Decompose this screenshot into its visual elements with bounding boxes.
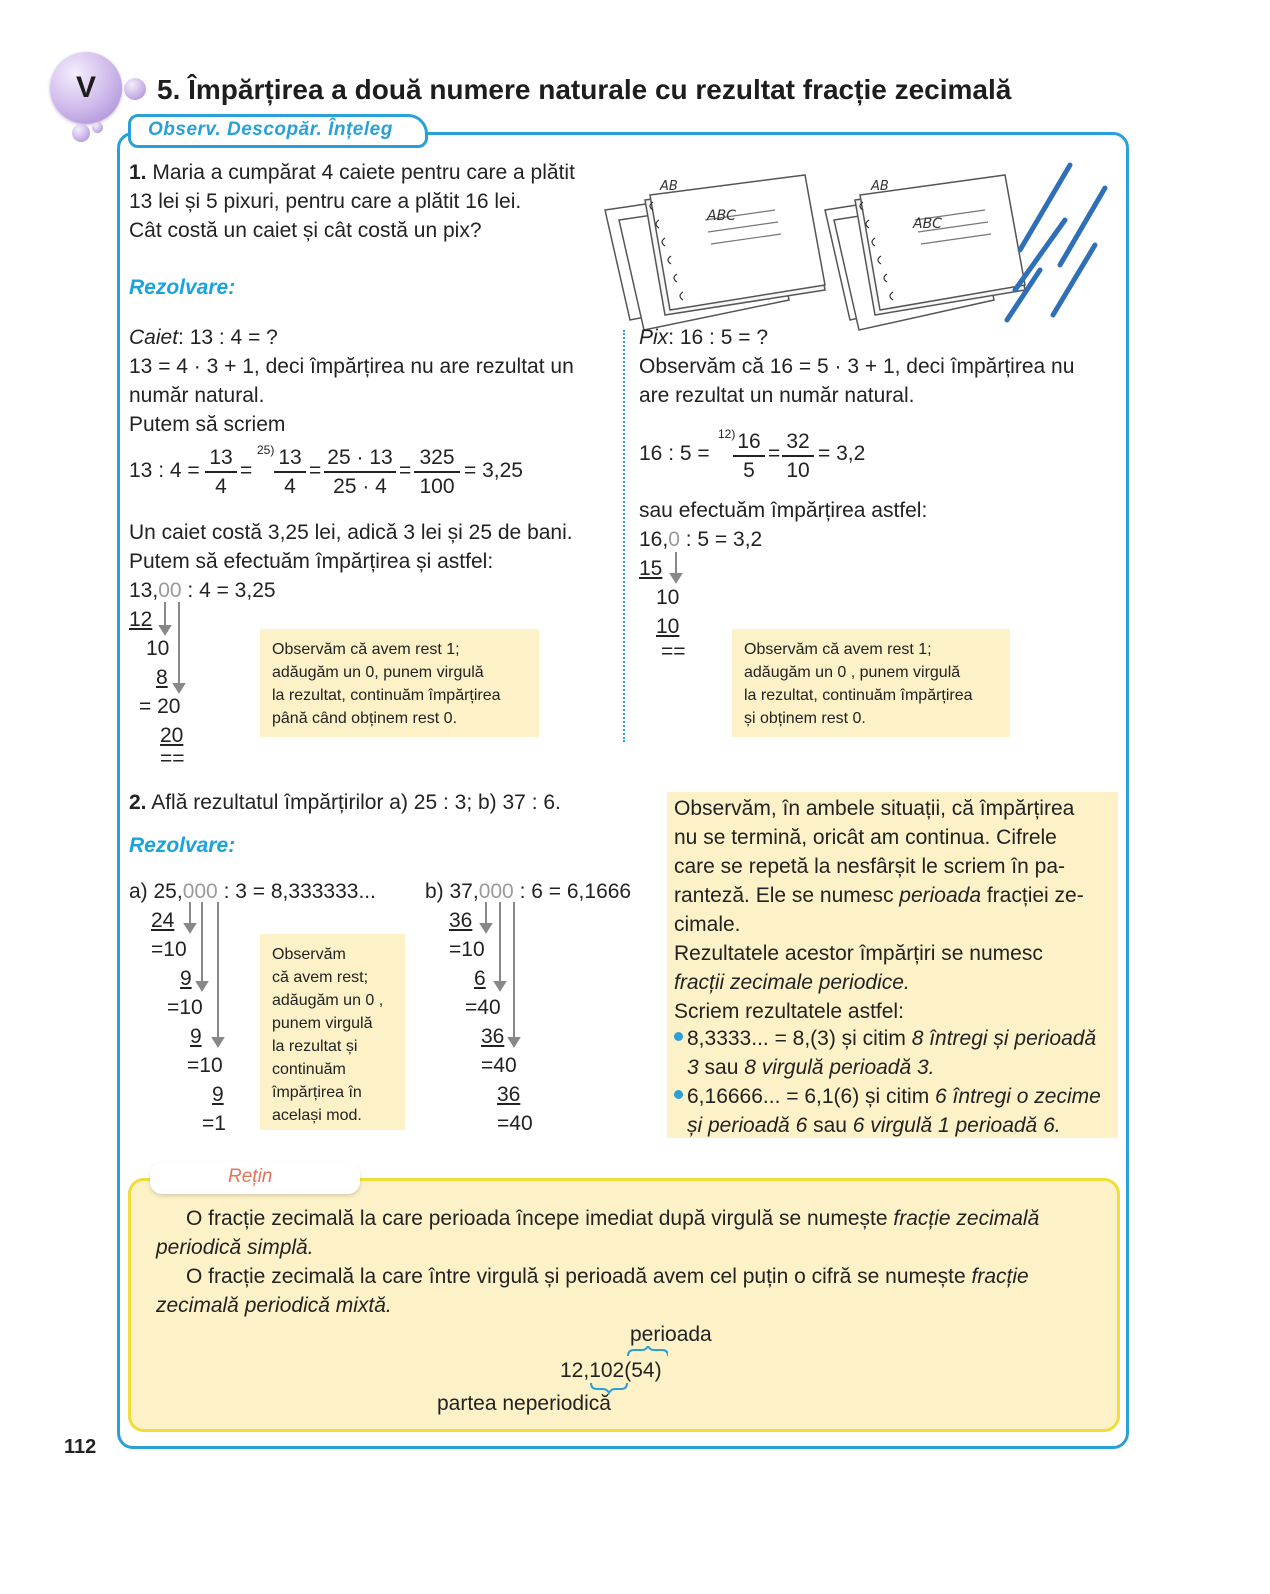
division-step: == [661,640,686,663]
amplification: 12) [718,427,736,441]
pix-eq-end: = 3,2 [818,442,866,465]
obs-line: Observăm, în ambele situații, că împărțirea [674,797,1075,820]
division-step: =40 [497,1112,533,1135]
page-number: 112 [64,1436,97,1458]
equals: = [399,459,412,482]
decor-bubble [124,78,146,100]
fraction: $\frac{25 \cdot 13}{25 \cdot 4}$ [324,444,396,500]
division-step: 10 [656,586,680,609]
problem1-line2: 13 lei și 5 pixuri, pentru care a plătit 16 lei. [129,190,522,213]
obs-line: fracții zecimale periodice. [674,971,910,994]
equals: = [309,459,322,482]
division-step: 9 [190,1025,202,1048]
bullet-icon [674,1090,683,1099]
decor-bubble [72,124,90,142]
division-step: 10 [656,615,680,638]
pix-line2: are rezultat un număr natural. [639,384,915,407]
retin-p1-cont: periodică simplă. [156,1236,314,1259]
amplification: 25) [257,443,275,457]
pix-line1: Observăm că 16 = 5 · 3 + 1, deci împărțirea nu [639,355,1075,378]
caiet-conclusion2: Putem să efectuăm împărțirea și astfel: [129,550,494,573]
division-step: 9 [212,1083,224,1106]
retin-label: Rețin [228,1166,273,1187]
division-step: 12 [129,608,153,631]
division-step: =10 [449,938,485,961]
caiet-eq-start: 13 : 4 = [129,459,200,482]
notebook-label: ABC [913,216,942,232]
obs-line: nu se termină, oricât am continua. Cifrele [674,826,1057,849]
period-label: perioada [630,1323,712,1346]
problem2-text: 2. Află rezultatul împărțirilor a) 25 : 3; b) 37 : 6. [129,791,561,814]
bullet-icon [674,1032,683,1041]
caiet-conclusion1: Un caiet costă 3,25 lei, adică 3 lei și 25 de bani. [129,521,573,544]
caiet-line1: 13 = 4 · 3 + 1, deci împărțirea nu are rezultat un [129,355,574,378]
pix-note: Observăm că avem rest 1; adăugăm un 0 , punem virgulă la rezultat, continuăm împărțirea și obținem rest 0. [732,629,1010,737]
pix-division: 16,0 : 5 = 3,2 [639,528,763,551]
retin-p2-cont: zecimală periodică mixtă. [156,1294,392,1317]
division-step: 8 [156,666,168,689]
solution-label: Rezolvare: [129,834,236,857]
retin-p2: O fracție zecimală la care între virgulă și perioadă avem cel puțin o cifră se numește fracție [186,1265,1029,1288]
division-arrows [155,598,195,698]
caiet-division: 13,00 : 4 = 3,25 [129,579,276,602]
solution-label: Rezolvare: [129,276,236,299]
lesson-title: 5. Împărțirea a două numere naturale cu rezultat fracție zecimală [157,74,1012,105]
caiet-note: Observăm că avem rest 1; adăugăm un 0, punem virgulă la rezultat, continuăm împărțirea până când obținem rest 0. [260,629,539,737]
division-step: 36 [497,1083,521,1106]
obs-bullet1: 8,3333... = 8,(3) și citim 8 întregi și perioadă [687,1027,1097,1050]
retin-p1: O fracție zecimală la care perioada începe imediat după virgulă se numește fracție zecimală [186,1207,1040,1230]
division-step: =1 [202,1112,226,1135]
column-divider [623,330,625,742]
division-step: 6 [474,967,486,990]
nonperiodic-label: partea neperiodică [437,1392,611,1415]
caiet-title: Caiet: 13 : 4 = ? [129,326,278,349]
division-arrows [180,898,230,1048]
division-step: =10 [167,996,203,1019]
unit-badge: V [50,52,122,124]
notebook-label: AB [871,179,889,194]
division-step: 24 [151,909,175,932]
problem2-note: Observăm că avem rest; adăugăm un 0 , punem virgulă la rezultat și continuăm împărțirea în același mod. [260,934,405,1130]
caiet-line2: număr natural. [129,384,265,407]
notebook-label: AB [660,179,678,194]
division-arrow [668,548,688,588]
equals: = [768,442,781,465]
obs-line: Rezultatele acestor împărțiri se numesc [674,942,1043,965]
division-step: =10 [151,938,187,961]
fraction: $\frac{32}{10}$ [782,428,814,484]
obs-line: ranteză. Ele se numesc perioada fracției ze- [674,884,1084,907]
periodic-number: 12,102(54) [560,1359,662,1382]
section-tab-label: Observ. Descopăr. Înțeleg [148,119,393,140]
fraction: $\frac{16}{5}$ [733,428,765,484]
obs-bullet1-cont: 3 sau 8 virgulă perioadă 3. [687,1056,935,1079]
division-step: 20 [160,724,184,747]
division-step: == [160,747,185,770]
obs-line: cimale. [674,913,741,936]
division-step: =10 [187,1054,223,1077]
notebook-label: ABC [707,208,736,224]
division-step: 15 [639,557,663,580]
decor-bubble [92,122,103,133]
division-step: =40 [481,1054,517,1077]
division-a: a) 25,000 : 3 = 8,333333... [129,880,376,903]
obs-bullet2-cont: și perioadă 6 sau 6 virgulă 1 perioadă 6. [687,1114,1061,1137]
pix-eq-start: 16 : 5 = [639,442,710,465]
division-step: 9 [180,967,192,990]
division-step: 36 [449,909,473,932]
caiet-line3: Putem să scriem [129,413,286,436]
division-step: 10 [146,637,170,660]
notebooks-and-pens-illustration [575,140,1120,350]
equals: = [240,459,253,482]
fraction: $\frac{13}{4}$ [205,444,237,500]
obs-bullet2: 6,16666... = 6,1(6) și citim 6 întregi o zecime [687,1085,1101,1108]
fraction: $\frac{13}{4}$ [274,444,306,500]
division-step: = 20 [139,695,181,718]
pix-title: Pix: 16 : 5 = ? [639,326,769,349]
problem1-line3: Cât costă un caiet și cât costă un pix? [129,219,482,242]
pix-line3: sau efectuăm împărțirea astfel: [639,499,928,522]
obs-line: care se repetă la nesfârșit le scriem în pa- [674,855,1066,878]
division-arrows [478,898,528,1048]
fraction: $\frac{325}{100}$ [414,444,460,500]
obs-line: Scriem rezultatele astfel: [674,1000,904,1023]
division-step: =40 [465,996,501,1019]
caiet-eq-end: = 3,25 [464,459,523,482]
problem1-line1: 1. Maria a cumpărat 4 caiete pentru care a plătit [129,161,575,184]
division-b: b) 37,000 : 6 = 6,1666 [425,880,632,903]
division-step: 36 [481,1025,505,1048]
